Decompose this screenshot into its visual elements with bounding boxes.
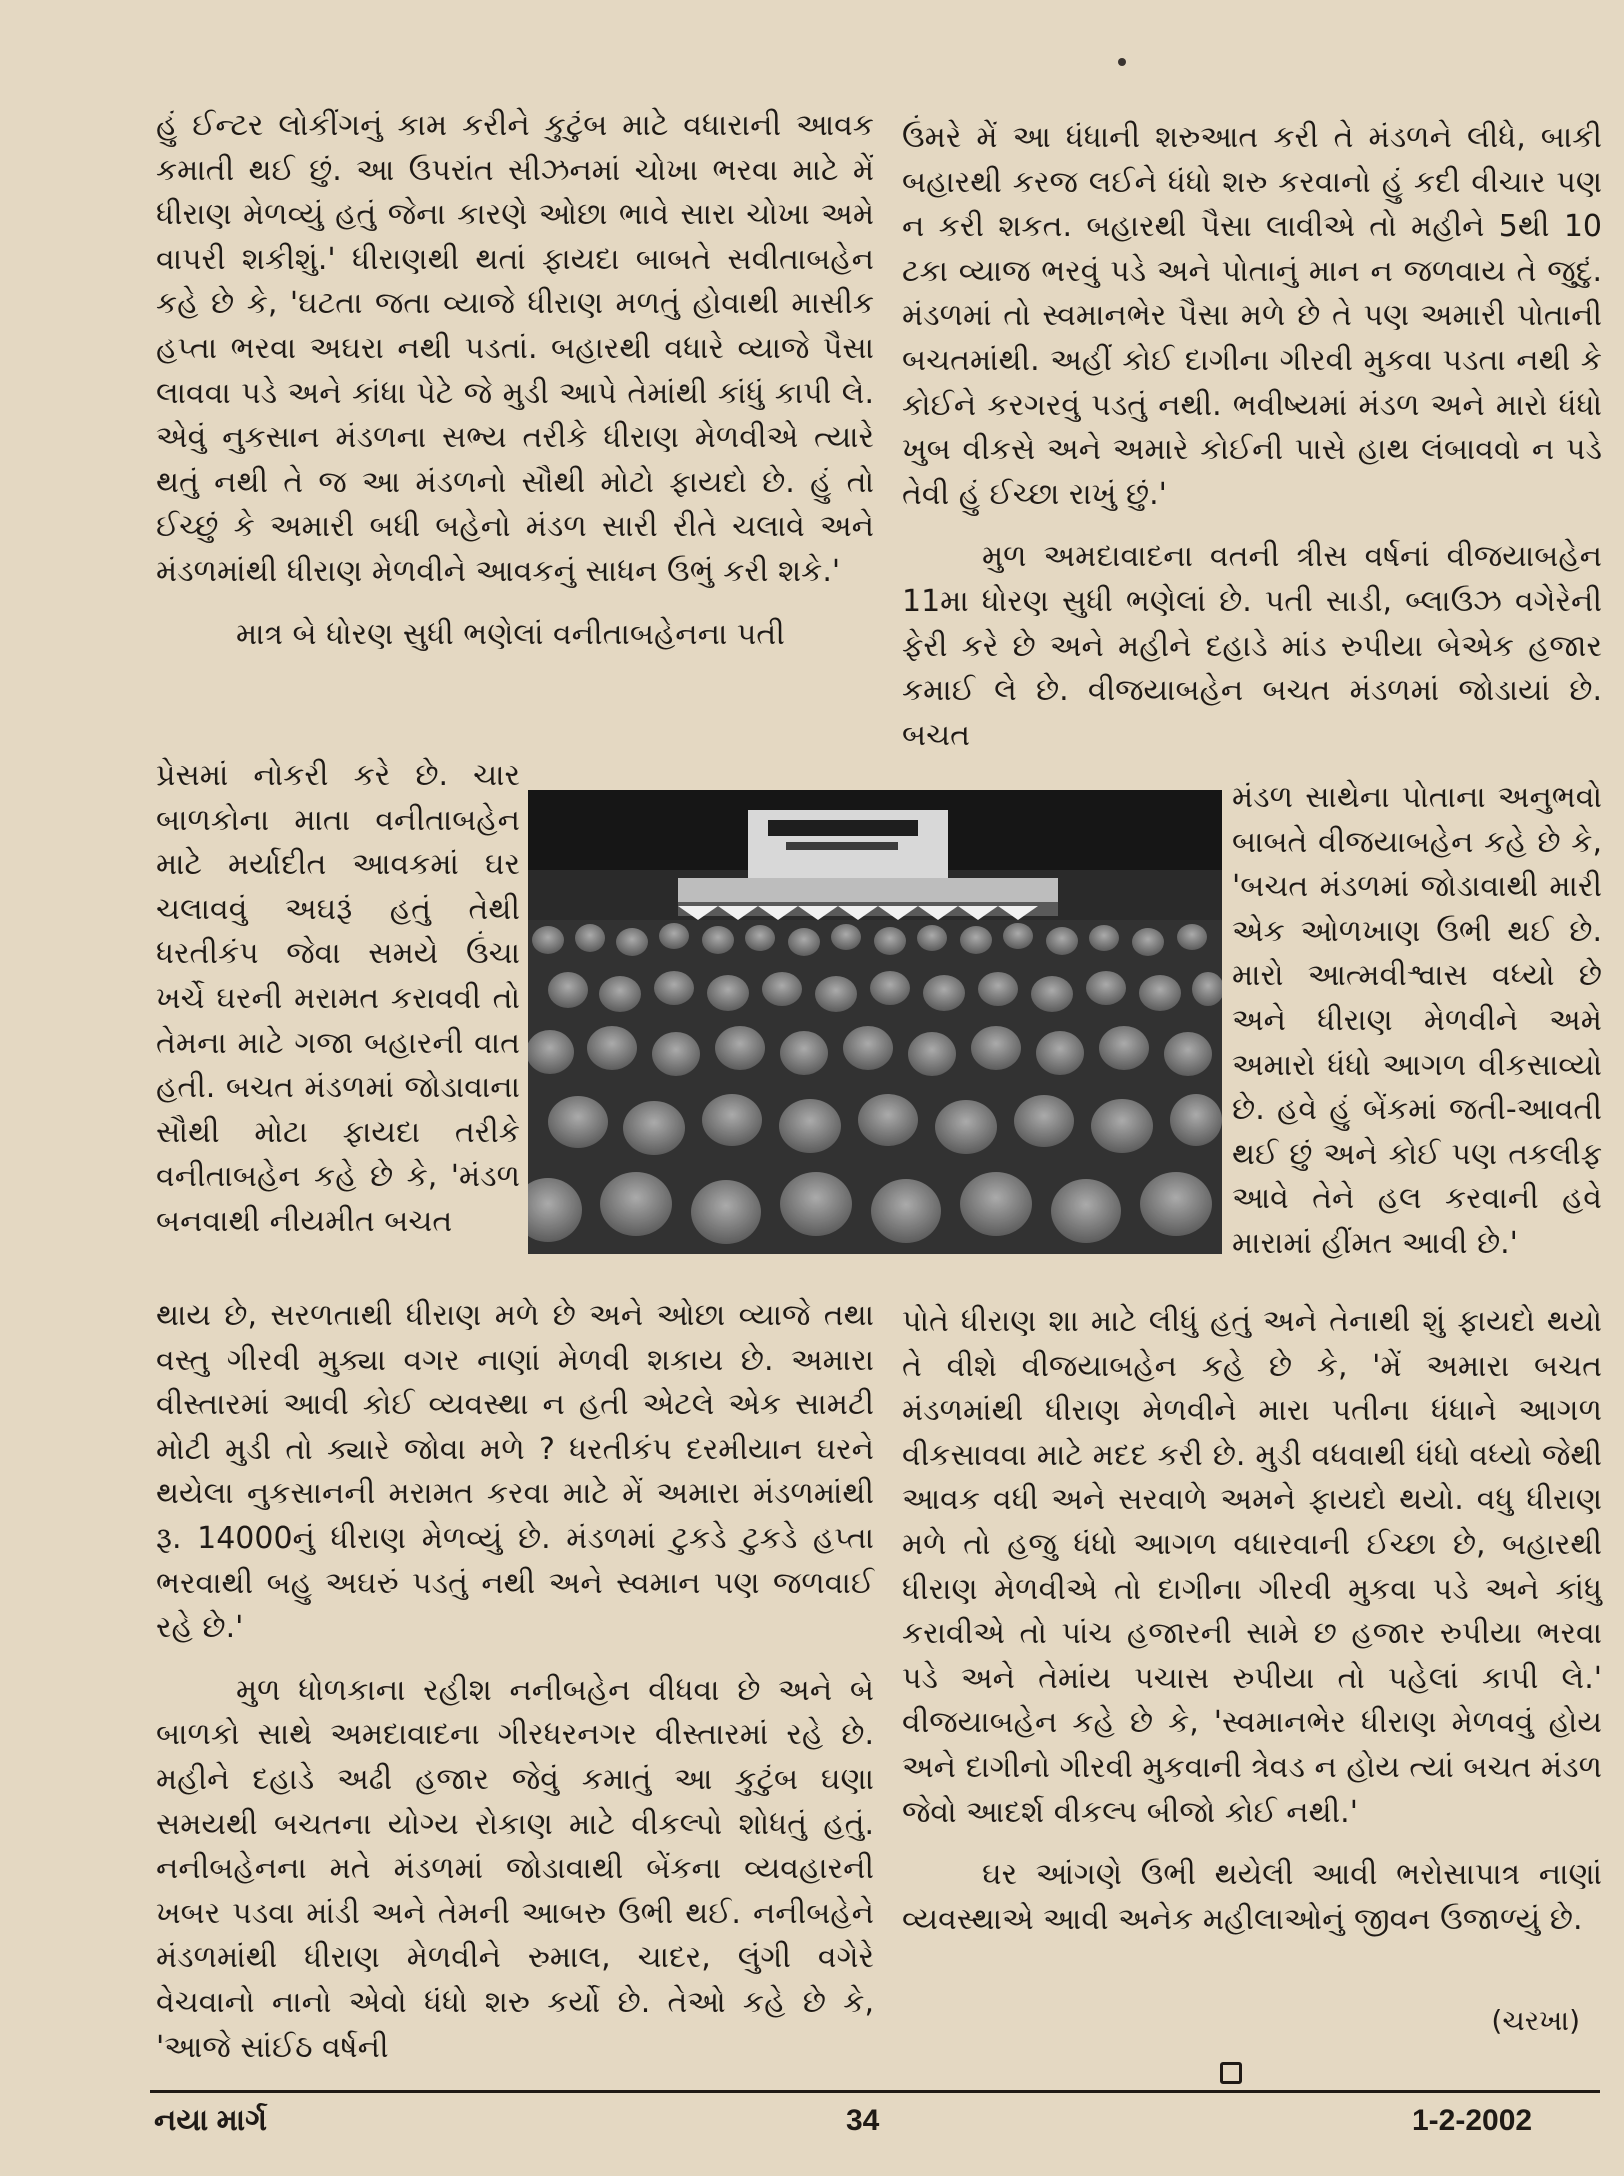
issue-date: 1-2-2002 [1412, 2104, 1533, 2137]
left-paragraph-2-rest: થાય છે, સરળતાથી ધીરાણ મળે છે અને ઓછા વ્યાજે તથા વસ્તુ ગીરવી મુક્યા વગર નાણાં મેળવી શકાય છે. અમારા વીસ્તારમાં આવી કોઈ વ્યવસ્થા ન હતી એટલે એક સામટી મોટી મુડી તો ક્યારે જોવા મળે ? ધરતીકંપ દરમીયાન ઘરને થયેલા નુકસાનની મરામત કરવા માટે મેં અમારા મંડળમાંથી રૂ. 14000નું ધીરાણ મેળવ્યું છે. મંડળમાં ટુકડે ટુકડે હપ્તા ભરવાથી બહુ અઘરું પડતું નથી અને સ્વમાન પણ જળવાઈ રહે છે.' [156, 1298, 874, 1646]
right-column-wrap [1232, 776, 1602, 1285]
left-column-wrap [156, 754, 520, 1263]
right-paragraph-3: પોતે ધીરાણ શા માટે લીધું હતું અને તેનાથી શું ફાયદો થયો તે વીશે વીજયાબહેન કહે છે કે, 'મેં અમારા બચત મંડળમાંથી ધીરાણ મેળવીને મારા પતીના ધંધાને આગળ વીકસાવવા માટે મદદ કરી છે. મુડી વધવાથી ધંધો વધ્યો જેથી આવક વધી અને સરવાળે અમને ફાયદો થયો. વધુ ધીરાણ મળે તો હજુ ધંધો આગળ વધારવાની ઈચ્છા છે, બહારથી ધીરાણ મેળવીએ તો દાગીના ગીરવી મુકવા પડે અને કાંધુ કરાવીએ તો પાંચ હજારની સામે છ હજાર રુપીયા ભરવા પડે અને તેમાંય પચાસ રુપીયા તો પહેલાં કાપી લે.' વીજયાબહેન કહે છે કે, 'સ્વમાનભેર ધીરાણ મેળવવું હોય અને દાગીનો ગીરવી મુકવાની ત્રેવડ ન હોય ત્યાં બચત મંડળ જેવો આદર્શ વીકલ્પ બીજો કોઈ નથી.' [902, 1304, 1602, 1830]
right-column-bottom [902, 1300, 1602, 1960]
footer-divider [150, 2090, 1600, 2093]
left-column-bottom [156, 1294, 874, 2088]
left-paragraph-3: મુળ ધોળકાના રહીશ નનીબહેન વીધવા છે અને બે બાળકો સાથે અમદાવાદના ગીરધરનગર વીસ્તારમાં રહે છે. મહીને દહાડે અઢી હજાર જેવું કમાતું આ કુટુંબ ઘણા સમયથી બચતના યોગ્ય રોકાણ માટે વીકલ્પો શોધતું હતું. નનીબહેનના મતે મંડળમાં જોડાવાથી બેંકના વ્યવહારની ખબર પડવા માંડી અને તેમની આબરુ ઉભી થઈ. નનીબહેને મંડળમાંથી ધીરાણ મેળવીને રુમાલ, ચાદર, લુંગી વગેરે વેચવાનો નાનો એવો ધંધો શરુ કર્યો છે. તેઓ કહે છે કે, 'આજે સાંઈઠ વર્ષની [156, 1672, 874, 2065]
source-credit: (ચરખા) [1491, 2004, 1580, 2037]
left-column-top [156, 104, 874, 675]
crowd-photo-graphic [528, 790, 1222, 1254]
left-paragraph-2-wrap: પ્રેસમાં નોકરી કરે છે. ચાર બાળકોના માતા વનીતાબહેન માટે મર્યાદીત આવકમાં ઘર ચલાવવું અઘરૂં હતું તેથી ધરતીકંપ જેવા સમયે ઉંચા ખર્ચે ઘરની મરામત કરાવવી તો તેમના માટે ગજા બહારની વાત હતી. બચત મંડળમાં જોડાવાના સૌથી મોટા ફાયદા તરીકે વનીતાબહેન કહે છે કે, 'મંડળ બનવાથી નીયમીત બચત [156, 758, 520, 1239]
right-paragraph-2-lead: મુળ અમદાવાદના વતની ત્રીસ વર્ષનાં વીજયાબહેન 11મા ધોરણ સુધી ભણેલાં છે. પતી સાડી, બ્લાઉઝ વગેરેની ફેરી કરે છે અને મહીને દહાડે માંડ રુપીયા બેએક હજાર કમાઈ લે છે. વીજયાબહેન બચત મંડળમાં જોડાયાં છે. બચત [902, 539, 1602, 753]
ink-dot [1118, 58, 1126, 66]
crowd-meeting-photo [528, 790, 1222, 1254]
page-number: 34 [846, 2104, 880, 2137]
left-paragraph-2-lead: માત્ર બે ધોરણ સુધી ભણેલાં વનીતાબહેનના પતી [236, 616, 785, 652]
right-paragraph-1: ઉંમરે મેં આ ધંધાની શરુઆત કરી તે મંડળને લીધે, બાકી બહારથી કરજ લઈને ધંધો શરુ કરવાનો હું કદી વીચાર પણ ન કરી શકત. બહારથી પૈસા લાવીએ તો મહીને 5થી 10 ટકા વ્યાજ ભરવું પડે અને પોતાનું માન ન જળવાય તે જુદું. મંડળમાં તો સ્વમાનભેર પૈસા મળે છે તે પણ અમારી પોતાની બચતમાંથી. અહીં કોઈ દાગીના ગીરવી મુકવા પડતા નથી કે કોઈને કરગરવું પડતું નથી. ભવીષ્યમાં મંડળ અને મારો ધંધો ખુબ વીકસે અને અમારે કોઈની પાસે હાથ લંબાવવો ન પડે તેવી હું ઈચ્છા રાખું છું.' [902, 120, 1602, 512]
left-paragraph-1: હું ઈન્ટર લોકીંગનું કામ કરીને કુટુંબ માટે વધારાની આવક કમાતી થઈ છું. આ ઉપરાંત સીઝનમાં ચોખા ભરવા માટે મેં ધીરાણ મેળવ્યું હતું જેના કારણે ઓછા ભાવે સારા ચોખા અમે વાપરી શકીશું.' ધીરાણથી થતાં ફાયદા બાબતે સવીતાબહેન કહે છે કે, 'ઘટતા જતા વ્યાજે ધીરાણ મળતું હોવાથી માસીક હપ્તા ભરવા અઘરા નથી પડતાં. બહારથી વધારે વ્યાજે પૈસા લાવવા પડે અને કાંધા પેટે જે મુડી આપે તેમાંથી કાંધું કાપી લે. એવું નુકસાન મંડળના સભ્ય તરીકે ધીરાણ મેળવીએ ત્યારે થતું નથી તે જ આ મંડળનો સૌથી મોટો ફાયદો છે. હું તો ઈચ્છું કે અમારી બધી બહેનો મંડળ સારી રીતે ચલાવે અને મંડળમાંથી ધીરાણ મેળવીને આવકનું સાધન ઉભું કરી શકે.' [156, 108, 874, 589]
magazine-name: નયા માર્ગ [154, 2104, 268, 2137]
right-column-top [902, 116, 1602, 776]
right-paragraph-4: ઘર આંગણે ઉભી થયેલી આવી ભરોસાપાત્ર નાણાં વ્યવસ્થાએ આવી અનેક મહીલાઓનું જીવન ઉજાળ્યું છે. [902, 1857, 1602, 1937]
end-of-article-box-icon [1220, 2062, 1242, 2084]
right-paragraph-2-wrap: મંડળ સાથેના પોતાના અનુભવો બાબતે વીજયાબહેન કહે છે કે, 'બચત મંડળમાં જોડાવાથી મારી એક ઓળખાણ ઉભી થઈ છે. મારો આત્મવીશ્વાસ વધ્યો છે અને ધીરાણ મેળવીને અમે અમારો ધંધો આગળ વીકસાવ્યો છે. હવે હું બેંકમાં જતી-આવતી થઈ છું અને કોઈ પણ તકલીફ આવે તેને હલ કરવાની હવે મારામાં હીંમત આવી છે.' [1232, 780, 1602, 1261]
